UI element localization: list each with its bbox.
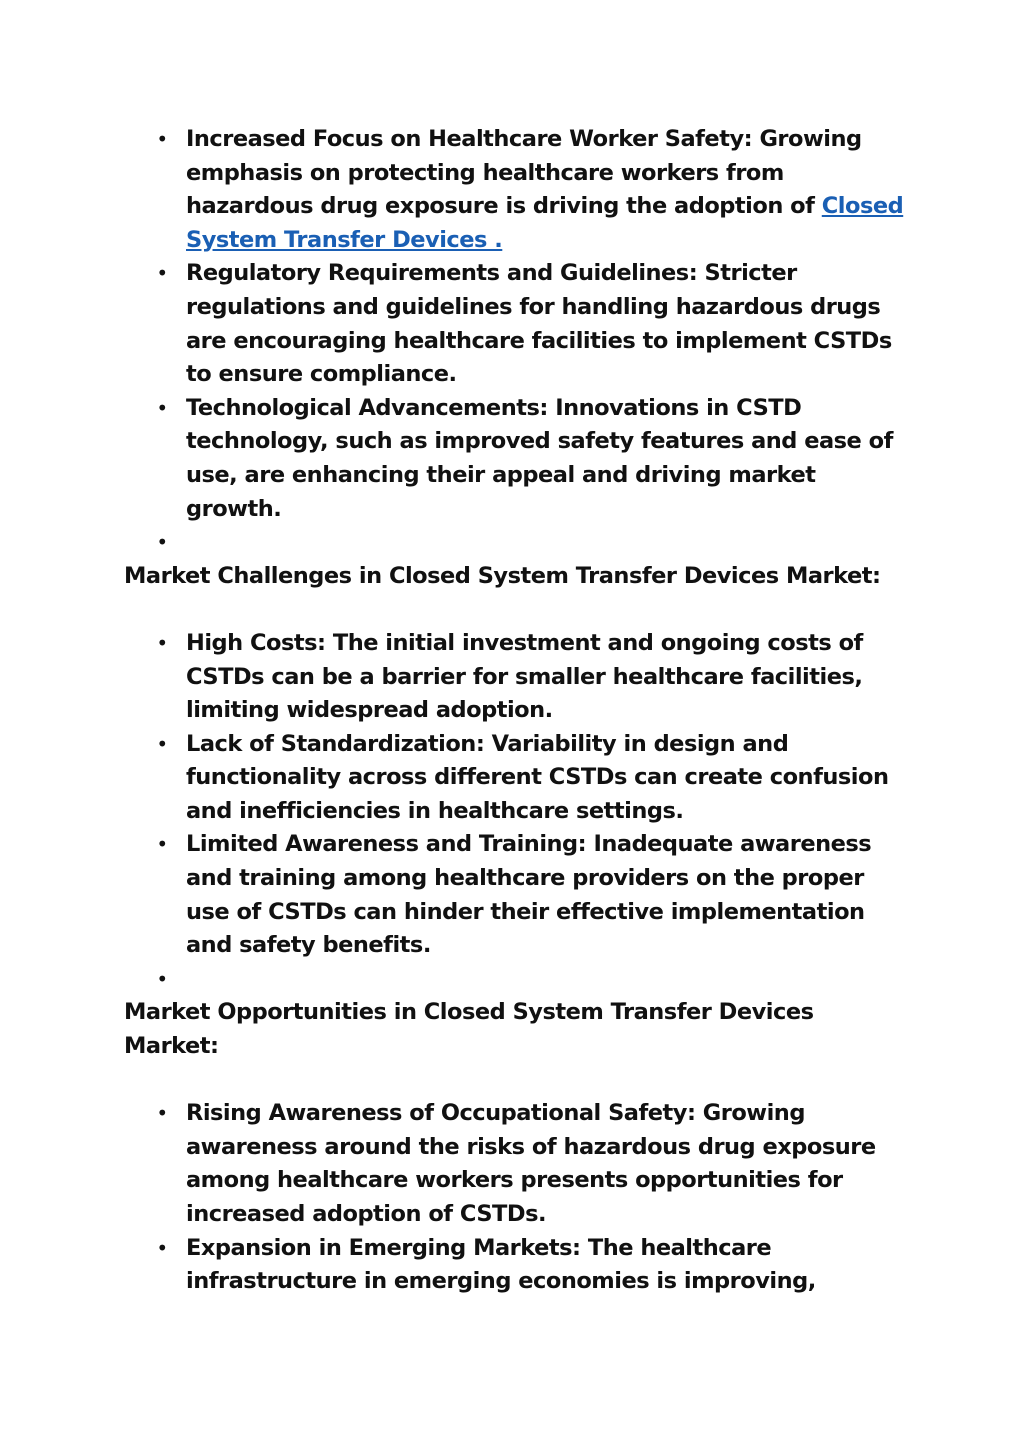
list-item-text: Limited Awareness and Training: Inadequate awareness and training among healthcare providers on the proper use of CSTDs can hinder their effective implementation and safety benefits. xyxy=(186,831,872,959)
list-item-text: Regulatory Requirements and Guidelines: Stricter regulations and guidelines for handling hazardous drugs are encouraging healthcare facilities to implement CSTDs to ensure compliance. xyxy=(186,260,892,388)
list-item-text: High Costs: The initial investment and ongoing costs of CSTDs can be a barrier for smaller healthcare facilities, limiting widespread adoption. xyxy=(186,629,863,724)
bullet-icon: • xyxy=(156,530,168,555)
list-item-text: Expansion in Emerging Markets: The healthcare infrastructure in emerging economies is improving, xyxy=(186,1234,816,1295)
list-item xyxy=(124,627,914,728)
opportunities-list xyxy=(124,1097,914,1299)
list-item xyxy=(124,1097,914,1231)
bullet-icon: • xyxy=(156,832,168,857)
list-item-text: Lack of Standardization: Variability in design and functionality across different CSTDs can create confusion and inefficiencies in healthcare settings. xyxy=(186,730,889,824)
blank-line xyxy=(124,1064,914,1098)
bullet-icon: • xyxy=(156,127,168,151)
list-item xyxy=(124,828,914,962)
bullet-icon: • xyxy=(156,395,168,420)
list-item-text: Technological Advancements: Innovations in CSTD technology, such as improved safety features and ease of use, are enhancing their appeal and driving market growth. xyxy=(186,394,893,522)
drivers-list xyxy=(124,123,914,560)
list-item xyxy=(124,1232,914,1299)
list-item-empty xyxy=(124,526,914,560)
list-item-empty xyxy=(124,963,914,997)
document-body xyxy=(124,123,914,1299)
challenges-heading: Market Challenges in Closed System Transfer Devices Market: xyxy=(124,562,881,589)
bullet-icon: • xyxy=(156,1101,168,1126)
list-item xyxy=(124,728,914,829)
list-item xyxy=(124,123,914,257)
bullet-icon: • xyxy=(156,261,168,286)
bullet-icon: • xyxy=(156,966,168,991)
opportunities-heading: Market Opportunities in Closed System Transfer Devices Market: xyxy=(124,999,814,1060)
closed-system-transfer-devices-link[interactable]: Closed System Transfer Devices . xyxy=(186,193,904,253)
list-item xyxy=(124,392,914,526)
blank-line xyxy=(124,593,914,627)
list-item xyxy=(124,257,914,391)
bullet-icon: • xyxy=(156,1235,168,1260)
list-item-text: Rising Awareness of Occupational Safety: Growing awareness around the risks of hazardous drug exposure among healthcare workers presents opportunities for increased adoption of CSTDs. xyxy=(186,1100,876,1227)
list-item-text: Increased Focus on Healthcare Worker Safety: Growing emphasis on protecting healthcare workers from hazardous drug exposure is driving the adoption of xyxy=(186,126,862,220)
challenges-list xyxy=(124,627,914,997)
bullet-icon: • xyxy=(156,630,168,655)
bullet-icon: • xyxy=(156,731,168,756)
